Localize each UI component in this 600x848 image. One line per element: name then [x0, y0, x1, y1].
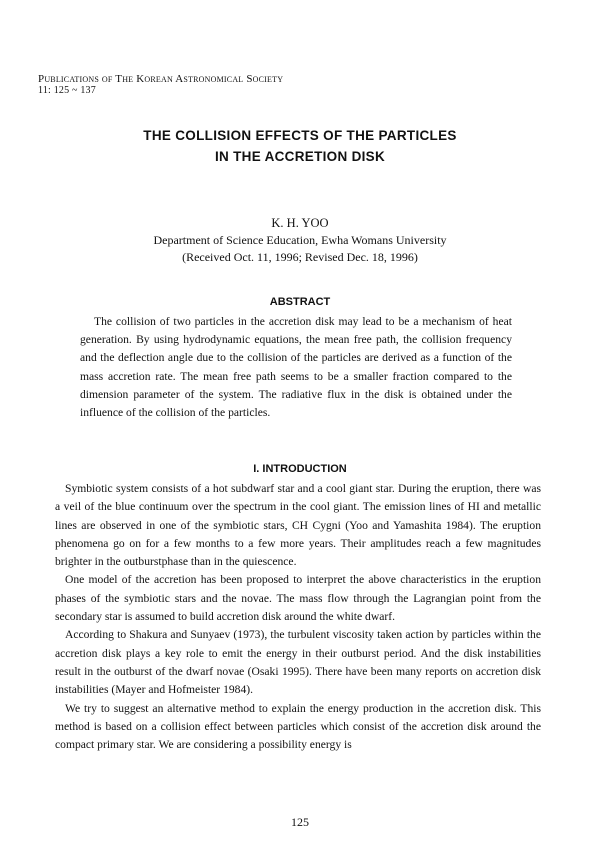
affiliation-block	[0, 232, 600, 266]
author-name: K. H. YOO	[271, 216, 329, 230]
intro-paragraph-2: One model of the accretion has been proposed to interpret the above characteristics in the eruption phases of the symbiotic stars and the novae. The mass flow through the Lagrangian point from the secondary star is assumed to build accretion disk around the white dwarf.	[55, 573, 541, 624]
journal-volume: 11: 125 ~ 137	[38, 85, 96, 96]
abstract-heading: ABSTRACT	[269, 296, 331, 308]
journal-name: Publications of The Korean Astronomical Society	[38, 73, 284, 85]
intro-paragraph-1: Symbiotic system consists of a hot subdwarf star and a cool giant star. During the eruption, there was a veil of the blue continuum over the spectrum in the cool giant. The emission lines of HI and metallic lines are observed in one of the symbiotic stars, CH Cygni (Yoo and Yamashita 1984). The eruption phenomena go on for a few months to a few more years. Their amplitudes reach a few magnitudes brighter in the outburstphase than in the quiescence.	[55, 482, 541, 569]
journal-header	[38, 73, 283, 97]
intro-paragraph-3: According to Shakura and Sunyaev (1973), the turbulent viscosity taken action by particles within the accretion disk plays a key role to emit the energy in their outburst period. And the disk instabilities result in the outburst of the dwarf novae (Osaki 1995). There have been many reports on accretion disk instabilities (Mayer and Hofmeister 1984).	[55, 628, 541, 697]
introduction-heading: I. INTRODUCTION	[253, 463, 347, 475]
paper-title	[0, 125, 600, 167]
paper-title-line2: IN THE ACCRETION DISK	[214, 149, 386, 164]
received-dates: (Received Oct. 11, 1996; Revised Dec. 18, 1996)	[182, 250, 418, 264]
intro-paragraph-4: We try to suggest an alternative method to explain the energy production in the accretion disk. This method is based on a collision effect between particles which consist of the accretion disk around the compact primary star. We are considering a possibility energy is	[55, 701, 541, 752]
abstract-text: The collision of two particles in the accretion disk may lead to be a mechanism of heat generation. By using hydrodynamic equations, the mean free path, the collision frequency and the deflection angle due to the collision of the particles are derived as a function of the mass accretion rate. The mean free path seems to be a smaller fraction compared to the dimension parameter of the system. The radiative flux in the disk is obtained under the influence of the collision of the particles.	[80, 315, 512, 420]
affiliation: Department of Science Education, Ewha Womans University	[153, 233, 447, 247]
page-number: 125	[291, 815, 309, 829]
introduction-body	[55, 480, 541, 754]
paper-title-line1: THE COLLISION EFFECTS OF THE PARTICLES	[143, 128, 457, 143]
